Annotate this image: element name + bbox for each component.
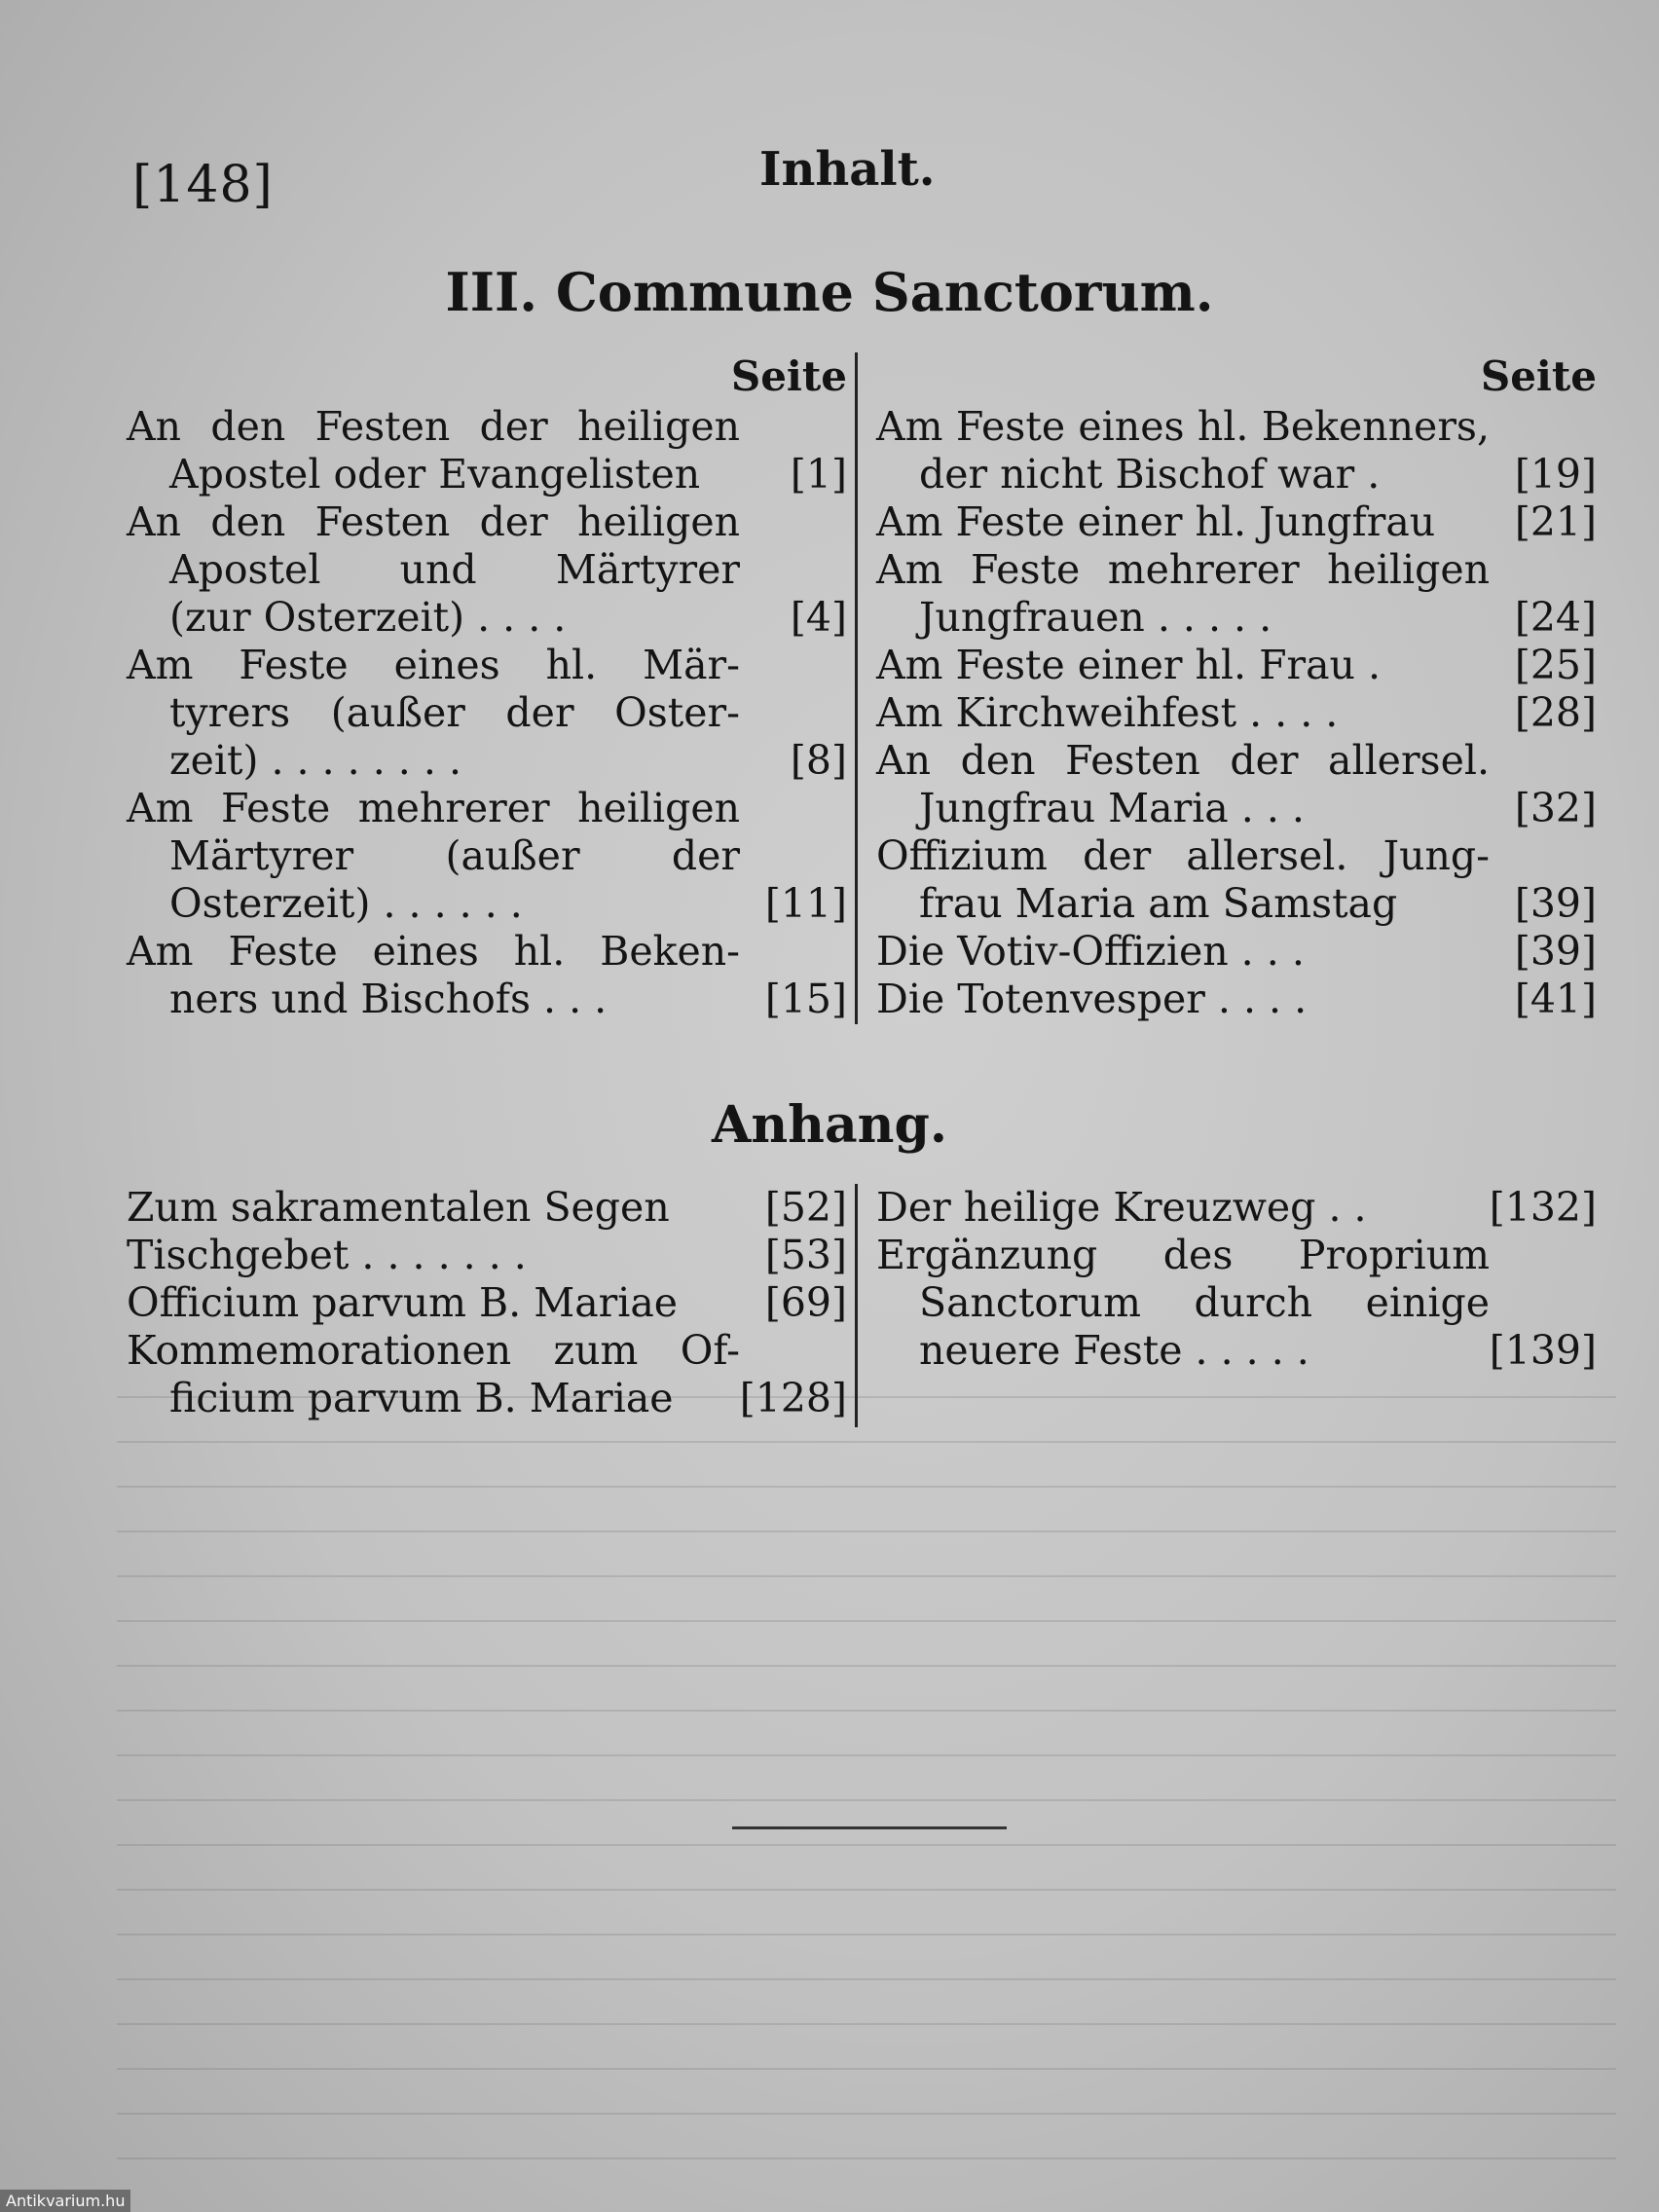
toc-entry-line: Apostel oder Evangelisten bbox=[169, 451, 701, 498]
toc-entry-line: Apostel und Märtyrer bbox=[169, 546, 740, 593]
toc-page-ref: [32] bbox=[1514, 785, 1597, 831]
toc-entry-line: Ergänzung des Proprium bbox=[876, 1232, 1490, 1278]
toc-entry-line: Am Feste eines hl. Beken- bbox=[127, 928, 740, 975]
toc-entry bbox=[876, 928, 1597, 976]
toc-entry-line: Kommemorationen zum Of- bbox=[127, 1327, 740, 1374]
page-header bbox=[0, 136, 1659, 214]
toc-column-right bbox=[876, 352, 1597, 1023]
toc-page-ref: [53] bbox=[764, 1232, 847, 1278]
toc-entry-line: Am Feste einer hl. Frau . bbox=[876, 642, 1382, 688]
toc-entry-line: Märtyrer (außer der bbox=[169, 832, 740, 879]
toc-entry-line: Am Feste eines hl. Bekenners, bbox=[876, 403, 1490, 450]
toc-entry bbox=[876, 1184, 1597, 1232]
toc-entry bbox=[127, 1327, 847, 1422]
toc-entry-line: tyrers (außer der Oster- bbox=[169, 689, 740, 736]
toc-entry-line: der nicht Bischof war . bbox=[919, 451, 1381, 498]
toc-page-ref: [19] bbox=[1514, 451, 1597, 498]
column-heading-right: Seite bbox=[1480, 352, 1597, 400]
toc-entry-line: Offizium der allersel. Jung- bbox=[876, 832, 1490, 879]
toc-entry bbox=[876, 689, 1597, 737]
toc-entry-line: neuere Feste . . . . . bbox=[919, 1327, 1309, 1374]
toc-entry-line: Die Totenvesper . . . . bbox=[876, 976, 1308, 1022]
page-number: [148] bbox=[132, 156, 274, 214]
toc-entry-line: frau Maria am Samstag bbox=[919, 880, 1398, 927]
toc-entry bbox=[127, 928, 847, 1023]
toc-entry-line: Am Feste eines hl. Mär- bbox=[127, 642, 740, 688]
toc-entry-line: Die Votiv-Offizien . . . bbox=[876, 928, 1305, 975]
toc-page-ref: [15] bbox=[764, 976, 847, 1022]
toc-entry-line: zeit) . . . . . . . . bbox=[169, 737, 461, 784]
toc-page-ref: [24] bbox=[1514, 594, 1597, 641]
section-title: III. Commune Sanctorum. bbox=[445, 261, 1214, 323]
toc-entry-line: Tischgebet . . . . . . . bbox=[127, 1232, 527, 1278]
running-head: Inhalt. bbox=[759, 142, 936, 197]
toc-entry-line: ficium parvum B. Mariae bbox=[169, 1375, 674, 1421]
toc-entry bbox=[876, 1232, 1597, 1375]
toc-page-ref: [41] bbox=[1514, 976, 1597, 1022]
toc-entry-line: Am Feste mehrerer heiligen bbox=[127, 785, 740, 831]
toc-column-left bbox=[127, 1184, 847, 1422]
toc-page-ref: [28] bbox=[1514, 689, 1597, 736]
toc-entry bbox=[127, 1279, 847, 1327]
toc-page-ref: [4] bbox=[790, 594, 847, 641]
toc-entry bbox=[876, 642, 1597, 689]
toc-page-ref: [25] bbox=[1514, 642, 1597, 688]
toc-entry bbox=[127, 785, 847, 928]
anhang-title: Anhang. bbox=[712, 1095, 947, 1155]
toc-entry-line: Officium parvum B. Mariae bbox=[127, 1279, 679, 1326]
column-divider bbox=[855, 352, 858, 1024]
toc-entry bbox=[127, 1184, 847, 1232]
toc-entry bbox=[127, 498, 847, 642]
column-divider bbox=[855, 1184, 858, 1427]
toc-entry-line: ners und Bischofs . . . bbox=[169, 976, 608, 1022]
toc-page-ref: [39] bbox=[1514, 880, 1597, 927]
toc-entry bbox=[876, 832, 1597, 928]
toc-entry-line: Osterzeit) . . . . . . bbox=[169, 880, 523, 927]
toc-page-ref: [69] bbox=[764, 1279, 847, 1326]
commune-toc bbox=[127, 352, 1606, 1034]
column-heading-left: Seite bbox=[730, 352, 847, 400]
toc-entry-line: Zum sakramentalen Segen bbox=[127, 1184, 670, 1231]
toc-entry bbox=[127, 403, 847, 498]
toc-entry bbox=[876, 737, 1597, 832]
toc-entry bbox=[876, 403, 1597, 498]
toc-entry-line: Jungfrau Maria . . . bbox=[919, 785, 1305, 831]
toc-column-right bbox=[876, 1184, 1597, 1375]
toc-column-left bbox=[127, 352, 847, 1023]
toc-page-ref: [21] bbox=[1514, 498, 1597, 545]
anhang-toc bbox=[127, 1184, 1606, 1437]
watermark: Antikvarium.hu bbox=[0, 2190, 130, 2212]
toc-page-ref: [39] bbox=[1514, 928, 1597, 975]
toc-page-ref: [11] bbox=[764, 880, 847, 927]
toc-entry bbox=[127, 642, 847, 785]
toc-entry-line: Am Kirchweihfest . . . . bbox=[876, 689, 1339, 736]
toc-entry-line: An den Festen der heiligen bbox=[127, 403, 740, 450]
toc-entry bbox=[876, 976, 1597, 1023]
toc-page-ref: [139] bbox=[1489, 1327, 1597, 1374]
section-end-rule bbox=[732, 1826, 1007, 1829]
toc-entry-line: Am Feste mehrerer heiligen bbox=[876, 546, 1490, 593]
toc-entry-line: An den Festen der heiligen bbox=[127, 498, 740, 545]
toc-page-ref: [132] bbox=[1489, 1184, 1597, 1231]
toc-page-ref: [1] bbox=[790, 451, 847, 498]
toc-entry-line: Jungfrauen . . . . . bbox=[919, 594, 1272, 641]
toc-page-ref: [8] bbox=[790, 737, 847, 784]
toc-entry bbox=[127, 1232, 847, 1279]
toc-entry-line: (zur Osterzeit) . . . . bbox=[169, 594, 567, 641]
toc-entry-line: Am Feste einer hl. Jungfrau bbox=[876, 498, 1436, 545]
toc-entry bbox=[876, 498, 1597, 546]
toc-entry bbox=[876, 546, 1597, 642]
toc-entry-line: An den Festen der allersel. bbox=[876, 737, 1490, 784]
toc-entry-line: Sanctorum durch einige bbox=[919, 1279, 1490, 1326]
toc-entry-line: Der heilige Kreuzweg . . bbox=[876, 1184, 1367, 1231]
toc-page-ref: [128] bbox=[739, 1375, 847, 1421]
toc-page-ref: [52] bbox=[764, 1184, 847, 1231]
bleed-through-text bbox=[117, 1363, 1616, 2200]
